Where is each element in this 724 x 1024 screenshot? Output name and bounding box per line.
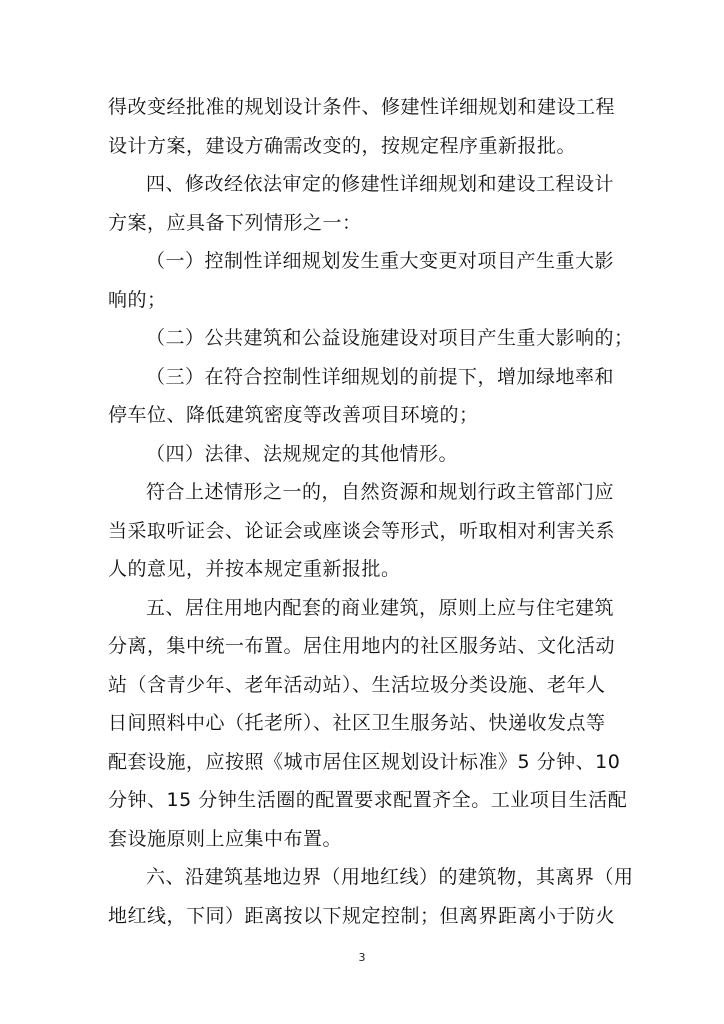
text-line: 分钟、15 分钟生活圈的配置要求配置齐全。工业项目生活配 [108, 789, 628, 811]
text-line: 方案，应具备下列情形之一： [108, 211, 362, 234]
text-line: 日间照料中心（托老所）、社区卫生服务站、快递收发点等 [108, 712, 606, 734]
text-line: 配套设施，应按照《城市居住区规划设计标准》5 分钟、10 [108, 750, 621, 773]
text-line: （三）在符合控制性详细规划的前提下，增加绿地率和 [146, 365, 615, 388]
text-line: 设计方案，建设方确需改变的，按规定程序重新报批。 [108, 134, 577, 157]
text-line: 分离，集中统一布置。居住用地内的社区服务站、文化活动 [108, 635, 616, 657]
text-line: 停车位、降低建筑密度等改善项目环境的； [108, 404, 479, 426]
page-number: 3 [358, 951, 366, 964]
text-line: 得改变经批准的规划设计条件、修建性详细规划和建设工程 [108, 96, 616, 118]
text-line: （一）控制性详细规划发生重大变更对项目产生重大影 [146, 250, 615, 272]
text-line: （二）公共建筑和公益设施建设对项目产生重大影响的； [146, 327, 634, 349]
text-line: 地红线，下同）距离按以下规定控制；但离界距离小于防火 [108, 904, 616, 927]
text-line: 人的意见，并按本规定重新报批。 [108, 558, 401, 580]
text-line: 五、居住用地内配套的商业建筑，原则上应与住宅建筑 [146, 596, 615, 619]
text-line: 四、修改经依法审定的修建性详细规划和建设工程设计 [146, 173, 615, 195]
text-line: 站（含青少年、老年活动站）、生活垃圾分类设施、老年人 [108, 673, 606, 696]
text-line: 符合上述情形之一的，自然资源和规划行政主管部门应 [146, 481, 615, 503]
text-line: 六、沿建筑基地边界（用地红线）的建筑物，其离界（用 [146, 866, 634, 888]
document-body [108, 88, 634, 935]
text-line: 当采取听证会、论证会或座谈会等形式，听取相对利害关系 [108, 519, 616, 542]
text-line: 套设施原则上应集中布置。 [108, 827, 343, 850]
text-line: 响的； [108, 288, 167, 311]
text-line: （四）法律、法规规定的其他情形。 [146, 442, 459, 465]
